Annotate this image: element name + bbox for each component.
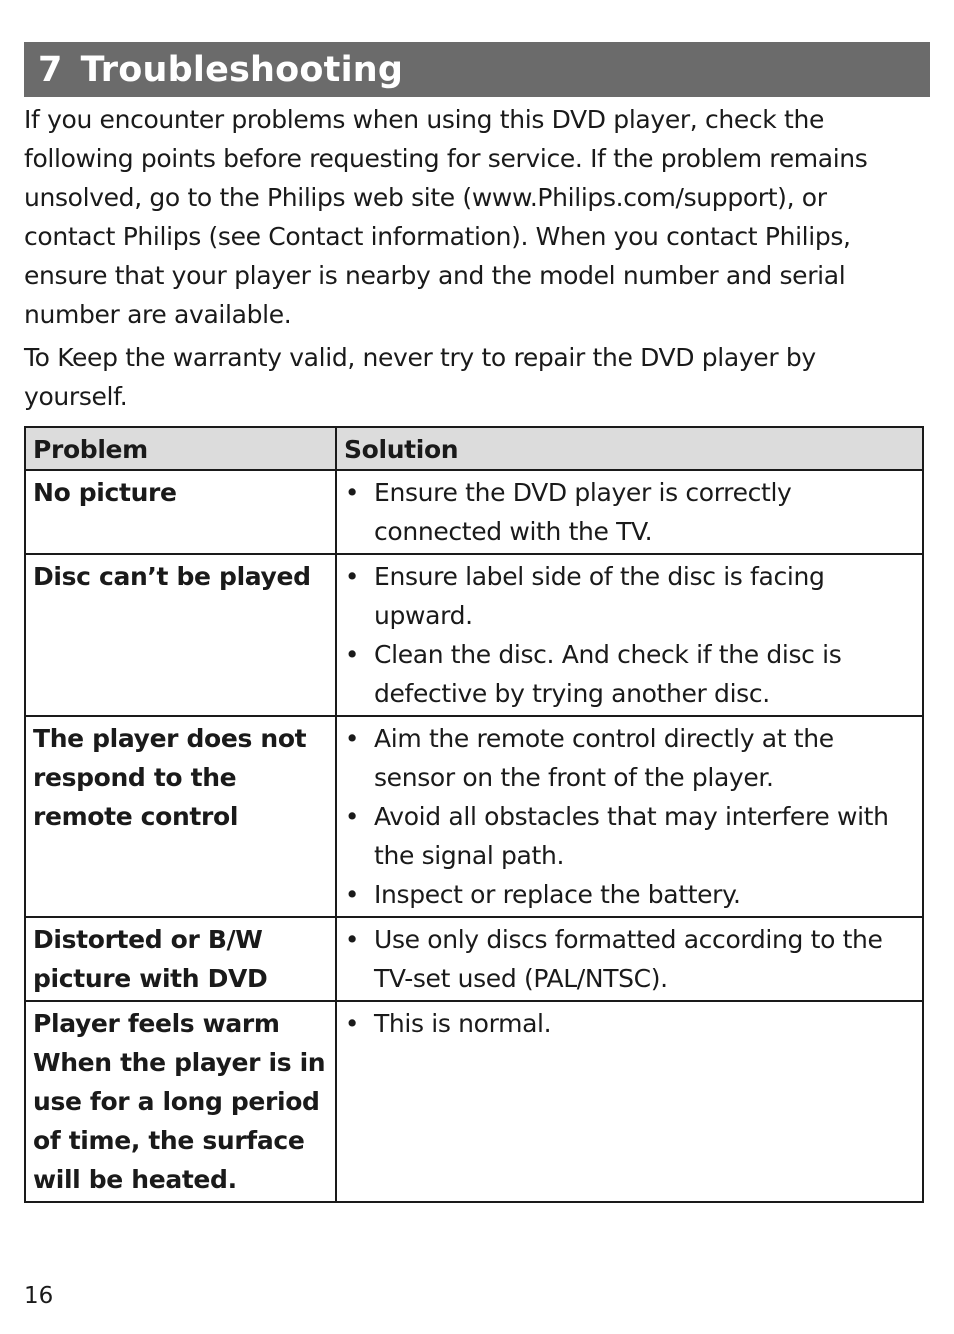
problem-cell: The player does not respond to the remote control — [25, 716, 336, 917]
solution-text: Ensure label side of the disc is facing upward. — [374, 562, 825, 630]
solution-text: Ensure the DVD player is correctly connected with the TV. — [374, 478, 792, 546]
section-title: Troubleshooting — [80, 49, 404, 90]
problem-cell: No picture — [25, 470, 336, 554]
bullet-icon: • — [344, 640, 360, 669]
bullet-icon: • — [344, 802, 360, 831]
table-row — [25, 917, 923, 1001]
bullet-icon: • — [344, 880, 360, 909]
intro-paragraph-1: If you encounter problems when using this DVD player, check the following points before requesting for service. If the problem remains unsolved, go to the Philips web site (www.Philips.com/support), or contact Philips (see Contact information). When you contact Philips, ensure that your player is nearby and the model number and serial number are available. — [24, 105, 868, 329]
page-number: 16 — [24, 1283, 54, 1309]
solution-list — [344, 719, 918, 914]
solution-list — [344, 473, 918, 551]
solution-item — [344, 635, 918, 713]
bullet-icon: • — [344, 925, 360, 954]
solution-text: Aim the remote control directly at the sensor on the front of the player. — [374, 724, 834, 792]
solution-list — [344, 920, 918, 998]
solution-list — [344, 1004, 918, 1043]
solution-text: Inspect or replace the battery. — [374, 880, 741, 909]
solution-cell — [336, 470, 923, 554]
solution-text: Avoid all obstacles that may interfere with the signal path. — [374, 802, 889, 870]
solution-text: Clean the disc. And check if the disc is defective by trying another disc. — [374, 640, 842, 708]
column-header-solution: Solution — [336, 427, 923, 470]
solution-item — [344, 920, 918, 998]
intro-text — [24, 100, 924, 416]
solution-item — [344, 797, 918, 875]
troubleshooting-table — [24, 426, 924, 1203]
solution-cell — [336, 1001, 923, 1202]
section-header — [24, 42, 930, 97]
solution-item — [344, 719, 918, 797]
problem-cell: Disc can’t be played — [25, 554, 336, 716]
section-number: 7 — [38, 49, 63, 90]
column-header-problem: Problem — [25, 427, 336, 470]
solution-text: This is normal. — [374, 1009, 552, 1038]
solution-list — [344, 557, 918, 713]
table-row — [25, 554, 923, 716]
solution-cell — [336, 716, 923, 917]
table-header-row — [25, 427, 923, 470]
solution-item — [344, 1004, 918, 1043]
solution-item — [344, 875, 918, 914]
intro-paragraph-2: To Keep the warranty valid, never try to repair the DVD player by yourself. — [24, 343, 816, 411]
solution-cell — [336, 554, 923, 716]
solution-text: Use only discs formatted according to the TV-set used (PAL/NTSC). — [374, 925, 883, 993]
table-row — [25, 716, 923, 917]
bullet-icon: • — [344, 562, 360, 591]
table-row — [25, 470, 923, 554]
solution-item — [344, 557, 918, 635]
bullet-icon: • — [344, 724, 360, 753]
solution-item — [344, 473, 918, 551]
solution-cell — [336, 917, 923, 1001]
bullet-icon: • — [344, 478, 360, 507]
bullet-icon: • — [344, 1009, 360, 1038]
problem-cell: Player feels warm When the player is in use for a long period of time, the surface will be heated. — [25, 1001, 336, 1202]
problem-cell: Distorted or B/W picture with DVD — [25, 917, 336, 1001]
table-row — [25, 1001, 923, 1202]
